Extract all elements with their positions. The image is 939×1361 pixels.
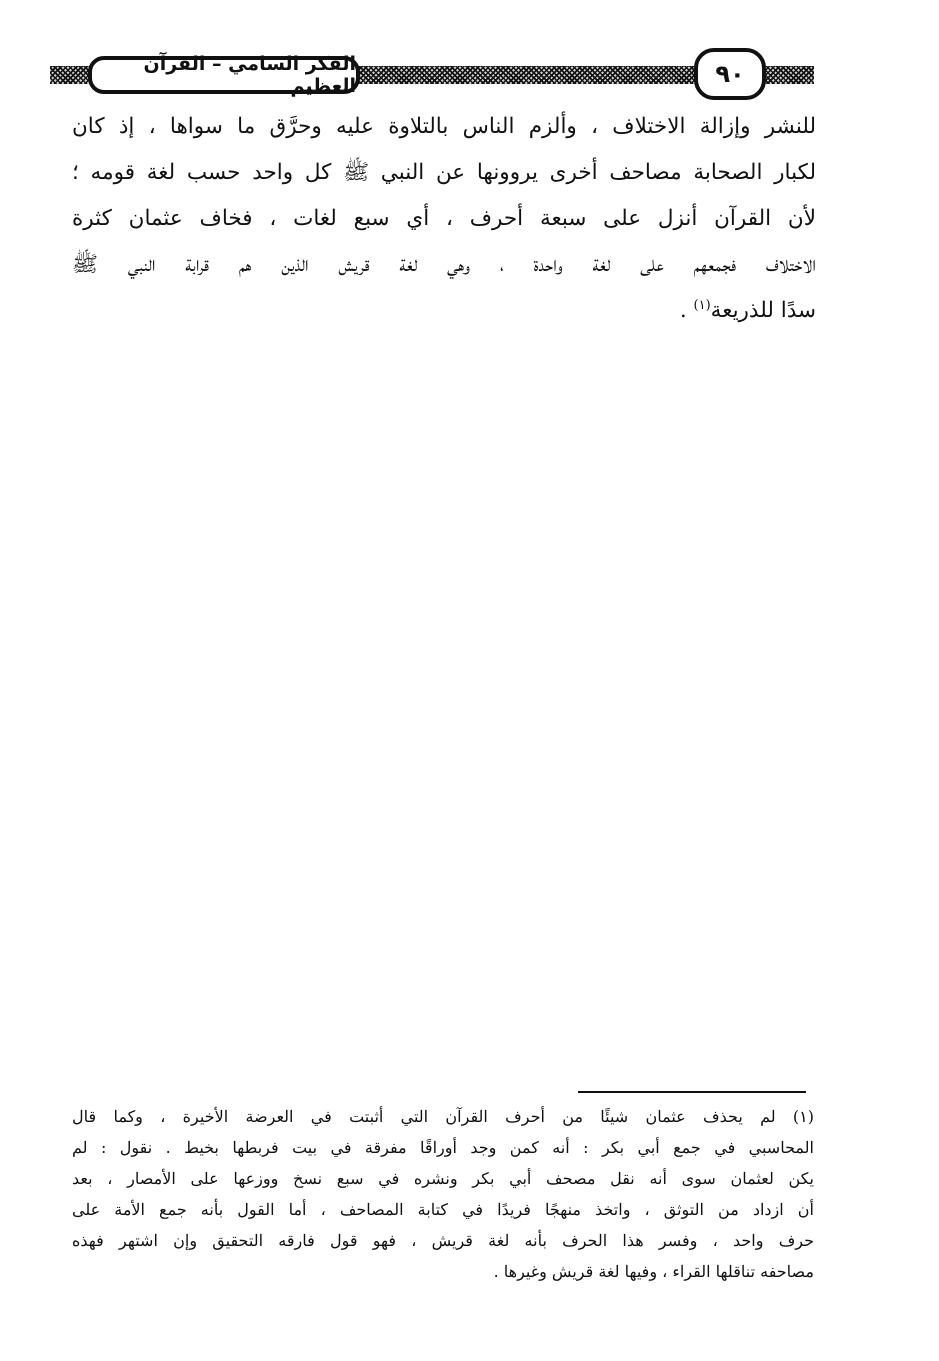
main-text-last-line-end: . xyxy=(679,298,694,323)
footnote-line: مصاحفه تناقلها القراء ، وفيها لغة قريش وغيرها . xyxy=(493,1262,814,1281)
running-header xyxy=(50,44,814,106)
main-text-line: للنشر وإزالة الاختلاف ، وألزم الناس بالتلاوة عليه وحرَّق ما سواها ، إذ كان xyxy=(72,114,816,139)
footnote xyxy=(72,1101,814,1287)
footnote-separator xyxy=(578,1091,806,1093)
running-title: الفكر السامي – القرآن العظيم xyxy=(88,56,360,94)
footnote-line: المحاسبي في جمع أبي بكر : أنه كمن وجد أوراقًا مفرقة في بيت فربطها بخيط . نقول : لم xyxy=(72,1138,814,1157)
main-text-last-line xyxy=(72,288,816,334)
main-text xyxy=(72,104,816,334)
footnote-reference: (١) xyxy=(693,297,711,313)
main-text-line: لأن القرآن أنزل على سبعة أحرف ، أي سبع لغات ، فخاف عثمان كثرة xyxy=(72,206,816,231)
footnote-line: أن ازداد من التوثق ، واتخذ منهجًا فريدًا في كتابة المصاحف ، أما القول بأنه جمع الأمة على xyxy=(72,1200,814,1219)
footnote-line: (١) لم يحذف عثمان شيئًا من أحرف القرآن التي أثبتت في العرضة الأخيرة ، وكما قال xyxy=(72,1107,814,1126)
footnote-line: حرف واحد ، وفسر هذا الحرف بأنه لغة قريش ، فهو قول فارقه التحقيق وإن اشتهر فهذه xyxy=(72,1231,814,1250)
page-number: ٩٠ xyxy=(694,48,766,100)
footnote-line: يكن لعثمان سوى أنه نقل مصحف أبي بكر ونشره في سبع نسخ ووزعها على الأمصار ، بعد xyxy=(72,1169,814,1188)
main-text-last-line-text: سدًا للذريعة xyxy=(710,298,816,323)
main-text-line: الاختلاف فجمعهم على لغة واحدة ، وهي لغة قريش الذين هم قرابة النبي ﷺ xyxy=(72,252,816,277)
main-text-line: لكبار الصحابة مصاحف أخرى يروونها عن النبي ﷺ كل واحد حسب لغة قومه ؛ xyxy=(72,160,816,185)
